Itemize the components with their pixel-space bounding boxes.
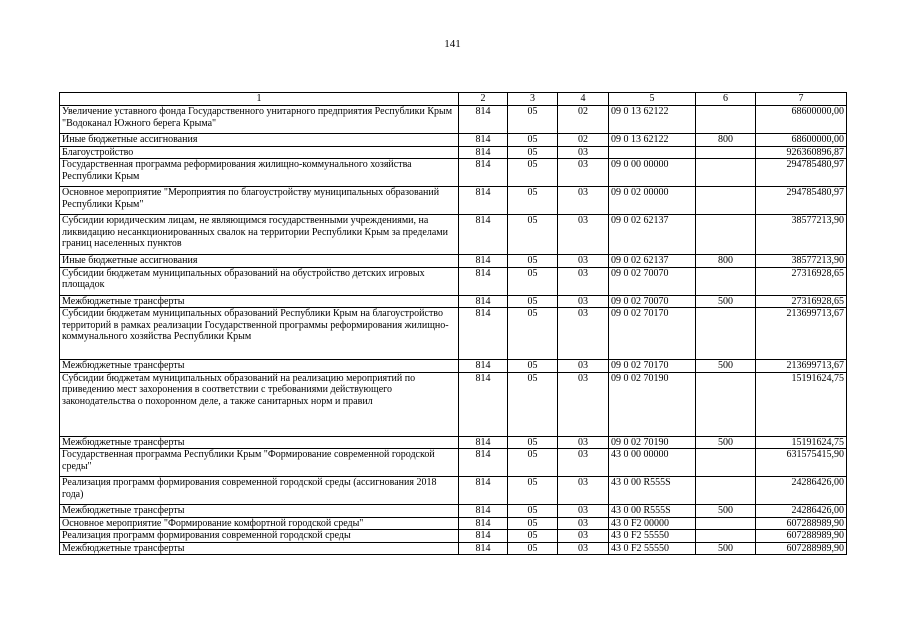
row-name-cell: Увеличение уставного фонда Государственного унитарного предприятия Республики Крым "Водоканал Южного берега Крыма" [60,106,459,134]
section-code-cell: 05 [508,308,558,360]
ved-code-cell: 814 [459,134,508,147]
subsection-code-cell: 03 [558,505,609,518]
row-name-cell: Субсидии бюджетам муниципальных образований Республики Крым на благоустройство территорий в рамках реализации Государственной программы реформирования жилищно-коммунального хозяйства Республики Крым [60,308,459,360]
target-article-cell: 09 0 02 70070 [609,295,696,308]
expense-type-cell [696,372,756,436]
subsection-code-cell: 03 [558,449,609,477]
row-name-cell: Государственная программа реформирования жилищно-коммунального хозяйства Республики Крым [60,159,459,187]
amount-cell: 15191624,75 [756,372,847,436]
ved-code-cell: 814 [459,360,508,373]
row-name-cell: Субсидии бюджетам муниципальных образований на обустройство детских игровых площадок [60,267,459,295]
expense-type-cell: 800 [696,134,756,147]
table-row [60,187,847,215]
subsection-code-cell: 03 [558,215,609,255]
subsection-code-cell: 03 [558,477,609,505]
ved-code-cell: 814 [459,159,508,187]
target-article-cell: 43 0 00 R555S [609,477,696,505]
ved-code-cell: 814 [459,505,508,518]
target-article-cell: 09 0 02 70070 [609,267,696,295]
section-code-cell: 05 [508,449,558,477]
section-code-cell: 05 [508,530,558,543]
ved-code-cell: 814 [459,530,508,543]
section-code-cell: 05 [508,134,558,147]
subsection-code-cell: 03 [558,187,609,215]
row-name-cell: Основное мероприятие "Мероприятия по благоустройству муниципальных образований Республики Крым" [60,187,459,215]
table-row [60,505,847,518]
subsection-code-cell: 03 [558,255,609,268]
subsection-code-cell: 03 [558,146,609,159]
ved-code-cell: 814 [459,106,508,134]
expense-type-cell: 500 [696,542,756,555]
section-code-cell: 05 [508,505,558,518]
target-article-cell: 09 0 02 62137 [609,215,696,255]
ved-code-cell: 814 [459,295,508,308]
ved-code-cell: 814 [459,372,508,436]
table-row [60,477,847,505]
row-name-cell: Благоустройство [60,146,459,159]
column-header: 5 [609,93,696,106]
amount-cell: 926360896,87 [756,146,847,159]
table-row [60,159,847,187]
table-row [60,308,847,360]
target-article-cell: 09 0 02 70170 [609,308,696,360]
amount-cell: 607288989,90 [756,542,847,555]
row-name-cell: Основное мероприятие "Формирование комфортной городской среды" [60,517,459,530]
row-name-cell: Реализация программ формирования современной городской среды (ассигнования 2018 года) [60,477,459,505]
subsection-code-cell: 03 [558,159,609,187]
ved-code-cell: 814 [459,542,508,555]
budget-table [59,92,847,555]
row-name-cell: Субсидии юридическим лицам, не являющимся государственными учреждениями, на ликвидацию несанкционированных свалок на территории Республики Крым за пределами границ населенных пунктов [60,215,459,255]
target-article-cell: 43 0 F2 55550 [609,530,696,543]
row-name-cell: Межбюджетные трансферты [60,505,459,518]
column-header: 2 [459,93,508,106]
amount-cell: 607288989,90 [756,517,847,530]
table-row [60,134,847,147]
table-row [60,372,847,436]
target-article-cell [609,146,696,159]
expense-type-cell: 500 [696,295,756,308]
subsection-code-cell: 03 [558,517,609,530]
expense-type-cell [696,308,756,360]
section-code-cell: 05 [508,159,558,187]
section-code-cell: 05 [508,372,558,436]
amount-cell: 38577213,90 [756,255,847,268]
expense-type-cell [696,215,756,255]
row-name-cell: Реализация программ формирования современной городской среды [60,530,459,543]
ved-code-cell: 814 [459,477,508,505]
row-name-cell: Межбюджетные трансферты [60,360,459,373]
amount-cell: 68600000,00 [756,134,847,147]
table-row [60,517,847,530]
section-code-cell: 05 [508,517,558,530]
page-number: 141 [444,38,461,50]
amount-cell: 27316928,65 [756,267,847,295]
column-header: 7 [756,93,847,106]
expense-type-cell [696,477,756,505]
table-row [60,449,847,477]
section-code-cell: 05 [508,267,558,295]
subsection-code-cell: 03 [558,372,609,436]
target-article-cell: 09 0 13 62122 [609,106,696,134]
column-header: 4 [558,93,609,106]
expense-type-cell [696,187,756,215]
target-article-cell: 43 0 F2 55550 [609,542,696,555]
ved-code-cell: 814 [459,146,508,159]
row-name-cell: Субсидии бюджетам муниципальных образований на реализацию мероприятий по приведению мест захоронения в соответствии с требованиями действующего законодательства о похоронном деле, а также санитарных норм и правил [60,372,459,436]
target-article-cell: 43 0 F2 00000 [609,517,696,530]
target-article-cell: 09 0 13 62122 [609,134,696,147]
target-article-cell: 09 0 02 70170 [609,360,696,373]
subsection-code-cell: 02 [558,134,609,147]
target-article-cell: 09 0 02 00000 [609,187,696,215]
row-name-cell: Государственная программа Республики Крым "Формирование современной городской среды" [60,449,459,477]
row-name-cell: Иные бюджетные ассигнования [60,134,459,147]
ved-code-cell: 814 [459,187,508,215]
subsection-code-cell: 03 [558,530,609,543]
row-name-cell: Иные бюджетные ассигнования [60,255,459,268]
amount-cell: 27316928,65 [756,295,847,308]
table-row [60,267,847,295]
row-name-cell: Межбюджетные трансферты [60,436,459,449]
expense-type-cell [696,146,756,159]
amount-cell: 294785480,97 [756,159,847,187]
column-header: 1 [60,93,459,106]
section-code-cell: 05 [508,436,558,449]
expense-type-cell: 500 [696,360,756,373]
table-row [60,542,847,555]
amount-cell: 294785480,97 [756,187,847,215]
ved-code-cell: 814 [459,255,508,268]
amount-cell: 24286426,00 [756,477,847,505]
ved-code-cell: 814 [459,449,508,477]
expense-type-cell: 500 [696,505,756,518]
table-row [60,530,847,543]
column-number-row [60,93,847,106]
amount-cell: 68600000,00 [756,106,847,134]
table-row [60,146,847,159]
expense-type-cell [696,267,756,295]
amount-cell: 213699713,67 [756,360,847,373]
subsection-code-cell: 03 [558,267,609,295]
ved-code-cell: 814 [459,308,508,360]
expense-type-cell [696,530,756,543]
ved-code-cell: 814 [459,215,508,255]
target-article-cell: 09 0 02 70190 [609,436,696,449]
section-code-cell: 05 [508,255,558,268]
subsection-code-cell: 03 [558,360,609,373]
subsection-code-cell: 03 [558,542,609,555]
section-code-cell: 05 [508,106,558,134]
section-code-cell: 05 [508,215,558,255]
amount-cell: 15191624,75 [756,436,847,449]
expense-type-cell [696,449,756,477]
column-header: 3 [508,93,558,106]
table-row [60,295,847,308]
column-header: 6 [696,93,756,106]
ved-code-cell: 814 [459,267,508,295]
expense-type-cell [696,159,756,187]
table-row [60,106,847,134]
amount-cell: 607288989,90 [756,530,847,543]
amount-cell: 213699713,67 [756,308,847,360]
table-row [60,360,847,373]
table-body [60,93,847,555]
section-code-cell: 05 [508,187,558,215]
amount-cell: 631575415,90 [756,449,847,477]
target-article-cell: 09 0 02 62137 [609,255,696,268]
target-article-cell: 09 0 02 70190 [609,372,696,436]
target-article-cell: 09 0 00 00000 [609,159,696,187]
section-code-cell: 05 [508,146,558,159]
target-article-cell: 43 0 00 R555S [609,505,696,518]
subsection-code-cell: 03 [558,436,609,449]
table-row [60,215,847,255]
table-row [60,255,847,268]
subsection-code-cell: 02 [558,106,609,134]
section-code-cell: 05 [508,295,558,308]
expense-type-cell: 500 [696,436,756,449]
expense-type-cell: 800 [696,255,756,268]
ved-code-cell: 814 [459,517,508,530]
row-name-cell: Межбюджетные трансферты [60,295,459,308]
ved-code-cell: 814 [459,436,508,449]
section-code-cell: 05 [508,542,558,555]
subsection-code-cell: 03 [558,308,609,360]
table-row [60,436,847,449]
amount-cell: 24286426,00 [756,505,847,518]
expense-type-cell [696,517,756,530]
amount-cell: 38577213,90 [756,215,847,255]
row-name-cell: Межбюджетные трансферты [60,542,459,555]
subsection-code-cell: 03 [558,295,609,308]
target-article-cell: 43 0 00 00000 [609,449,696,477]
section-code-cell: 05 [508,360,558,373]
section-code-cell: 05 [508,477,558,505]
expense-type-cell [696,106,756,134]
